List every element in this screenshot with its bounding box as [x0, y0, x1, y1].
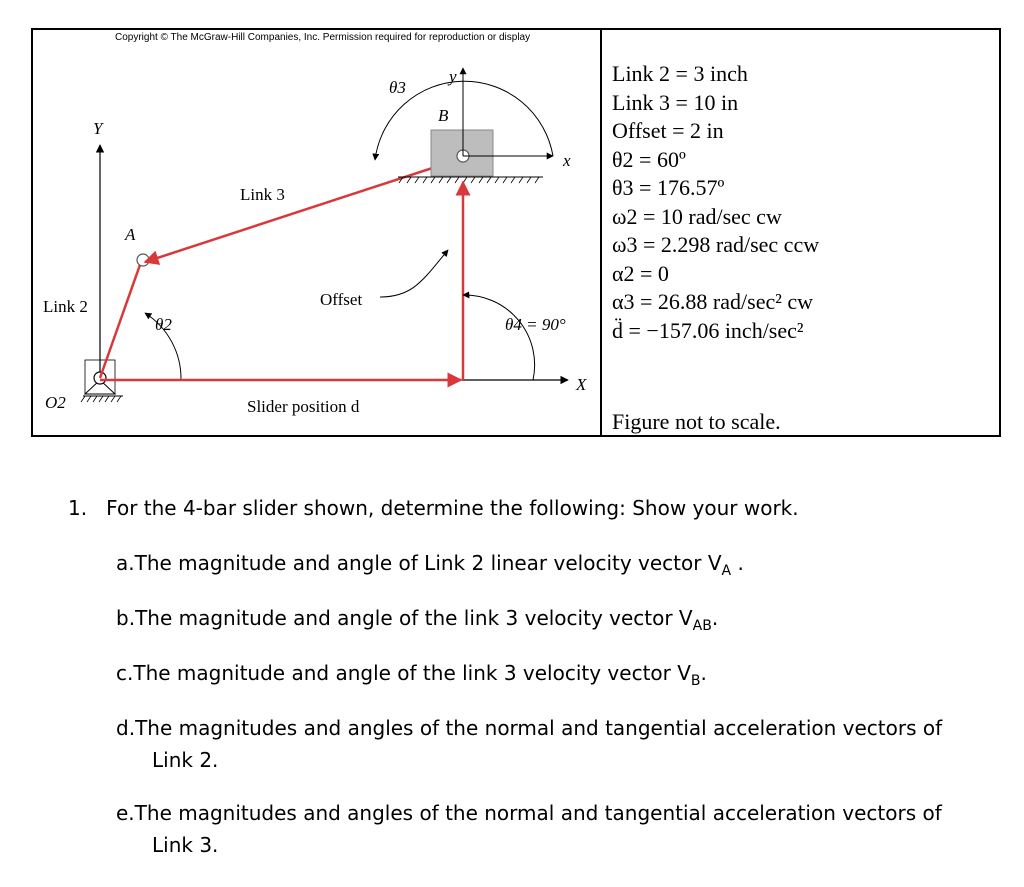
link-2	[100, 262, 141, 378]
part-text: The magnitude and angle of Link 2 linear velocity vector V	[134, 551, 722, 575]
label-theta3: θ3	[389, 78, 406, 97]
part-tail: .	[711, 606, 719, 630]
parameter-item: θ3 = 176.57º	[612, 175, 725, 200]
part-letter: d.	[116, 716, 136, 740]
label-theta2: θ2	[155, 315, 172, 334]
label-theta4: θ4 = 90°	[505, 315, 566, 334]
part-letter: c.	[116, 661, 134, 685]
parameter-item: Link 2 = 3 inch	[612, 61, 748, 86]
figure-note: Figure not to scale.	[612, 409, 781, 434]
question-text: For the 4-bar slider shown, determine the following: Show your work.	[106, 496, 799, 520]
part-subscript: AB	[692, 618, 712, 634]
part-text: The magnitude and angle of the link 3 velocity vector V	[135, 606, 693, 630]
part-text-line2: Link 3.	[152, 833, 219, 857]
mechanism-diagram	[33, 30, 600, 435]
question-part	[116, 801, 942, 857]
offset-leader	[380, 250, 448, 297]
label-A: A	[125, 225, 136, 244]
parameter-item: ω3 = 2.298 rad/sec ccw	[612, 232, 820, 257]
theta4-arc	[463, 295, 535, 380]
link-3	[145, 158, 463, 262]
parameter-item: Offset = 2 in	[612, 118, 724, 143]
question-part	[116, 661, 707, 689]
part-subscript: B	[690, 673, 701, 689]
label-X: X	[576, 375, 587, 394]
label-link2: Link 2	[43, 297, 88, 316]
parameter-item: θ2 = 60º	[612, 146, 686, 172]
part-text: The magnitudes and angles of the normal and tangential acceleration vectors of	[135, 716, 943, 740]
question-part	[116, 551, 744, 579]
part-tail: .	[731, 551, 744, 575]
part-text-line2: Link 2.	[152, 748, 219, 772]
label-link3: Link 3	[240, 185, 285, 204]
question-part	[116, 716, 942, 772]
part-letter: a.	[116, 551, 135, 575]
label-Y: Y	[93, 119, 103, 138]
part-letter: b.	[116, 606, 136, 630]
part-tail: .	[700, 661, 707, 685]
label-x: x	[563, 151, 571, 170]
parameter-list	[612, 60, 819, 345]
question-number: 1.	[68, 496, 88, 520]
question-1	[68, 496, 799, 520]
part-letter: e.	[116, 801, 135, 825]
part-text: The magnitude and angle of the link 3 velocity vector V	[133, 661, 691, 685]
label-y: y	[449, 67, 457, 86]
label-O2: O2	[45, 393, 66, 412]
parameter-item: ω2 = 10 rad/sec cw	[612, 203, 782, 229]
parameter-item: α3 = 26.88 rad/sec² cw	[612, 289, 813, 314]
parameter-item: d̈ = −157.06 inch/sec²	[612, 317, 804, 343]
label-offset: Offset	[320, 290, 363, 309]
label-B: B	[438, 106, 449, 125]
label-slider-position: Slider position d	[247, 397, 360, 416]
part-text: The magnitudes and angles of the normal and tangential acceleration vectors of	[134, 801, 942, 825]
parameter-item: Link 3 = 10 in	[612, 89, 739, 115]
copyright-text: Copyright © The McGraw-Hill Companies, Inc. Permission required for reproduction or display	[115, 32, 531, 43]
parameter-item: α2 = 0	[612, 260, 669, 286]
question-part	[116, 606, 718, 634]
part-subscript: A	[721, 563, 732, 579]
frame-divider	[600, 28, 602, 437]
